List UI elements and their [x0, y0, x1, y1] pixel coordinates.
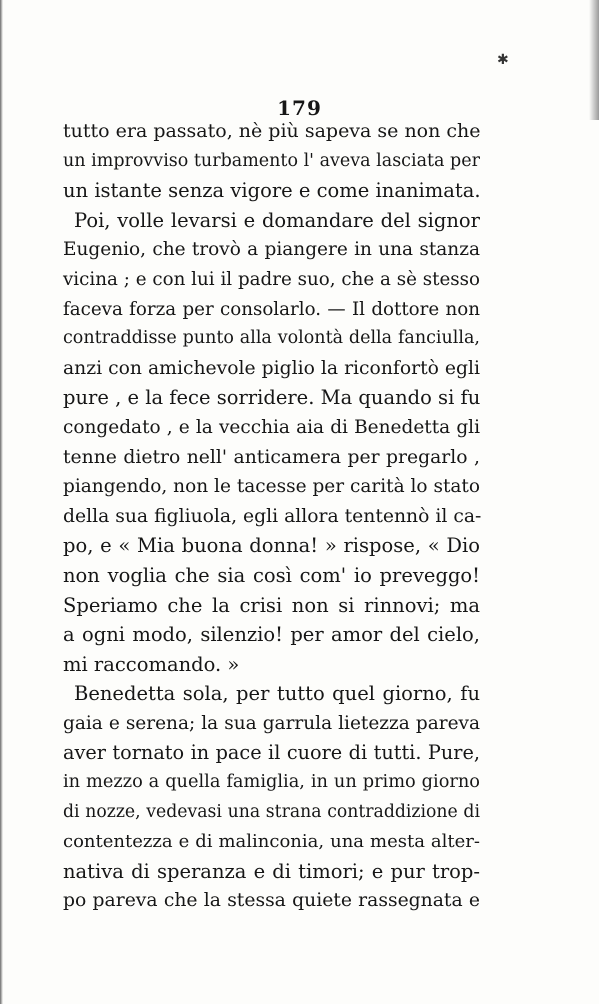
text-line: Benedetta sola, per tutto quel giorno, fu — [74, 682, 480, 706]
page-number: 179 — [277, 96, 322, 120]
text-line: in mezzo a quella famiglia, in un primo giorno — [63, 772, 480, 793]
text-line: mi raccomando. » — [63, 652, 240, 676]
text-line: tutto era passato, nè più sapeva se non che — [63, 120, 481, 142]
text-line: di nozze, vedevasi una strana contraddizione di — [63, 801, 480, 822]
text-line: po, e « Mia buona donna! » rispose, « Dio — [63, 534, 480, 558]
ink-mark-icon: ✱ — [497, 52, 509, 68]
text-line: vicina ; e con lui il padre suo, che a sè stesso — [63, 268, 480, 290]
page-edge-left — [0, 0, 3, 1004]
text-line: contraddisse punto alla volontà della fanciulla, — [63, 328, 480, 349]
text-line: aver tornato in pace il cuore di tutti. Pure, — [63, 741, 480, 765]
text-line: piangendo, non le tacesse per carità lo stato — [63, 476, 480, 498]
text-line: nativa di speranza e di timori; e pur trop- — [63, 859, 480, 883]
text-line: contentezza e di malinconia, una mesta alter- — [63, 831, 480, 853]
text-line: congedato , e la vecchia aia di Benedetta gli — [63, 416, 480, 438]
text-line: faceva forza per consolarlo. — Il dottore non — [63, 298, 480, 320]
text-line: tenne dietro nell' anticamera per pregarlo , — [63, 446, 480, 468]
text-line: un istante senza vigore e come inanimata. — [63, 179, 481, 203]
text-line: a ogni modo, silenzio! per amor del cielo, — [63, 623, 480, 647]
text-line: non voglia che sia così com' io preveggo! — [63, 563, 480, 587]
text-line: po pareva che la stessa quiete rassegnata e — [63, 890, 480, 912]
text-line: un improvviso turbamento l' aveva lasciata per — [63, 150, 480, 171]
text-line: Eugenio, che trovò a piangere in una stanza — [63, 239, 480, 261]
text-line: gaia e serena; la sua garrula lietezza pareva — [63, 712, 480, 734]
text-line: pure , e la fece sorridere. Ma quando si fu — [63, 386, 481, 410]
text-line: della sua figliuola, egli allora tentennò il ca- — [63, 505, 482, 527]
text-line: Speriamo che la crisi non si rinnovi; ma — [63, 593, 480, 617]
body-text — [63, 117, 480, 916]
text-line: Poi, volle levarsi e domandare del signor — [74, 208, 480, 232]
text-line: anzi con amichevole piglio la riconfortò egli — [63, 357, 480, 379]
